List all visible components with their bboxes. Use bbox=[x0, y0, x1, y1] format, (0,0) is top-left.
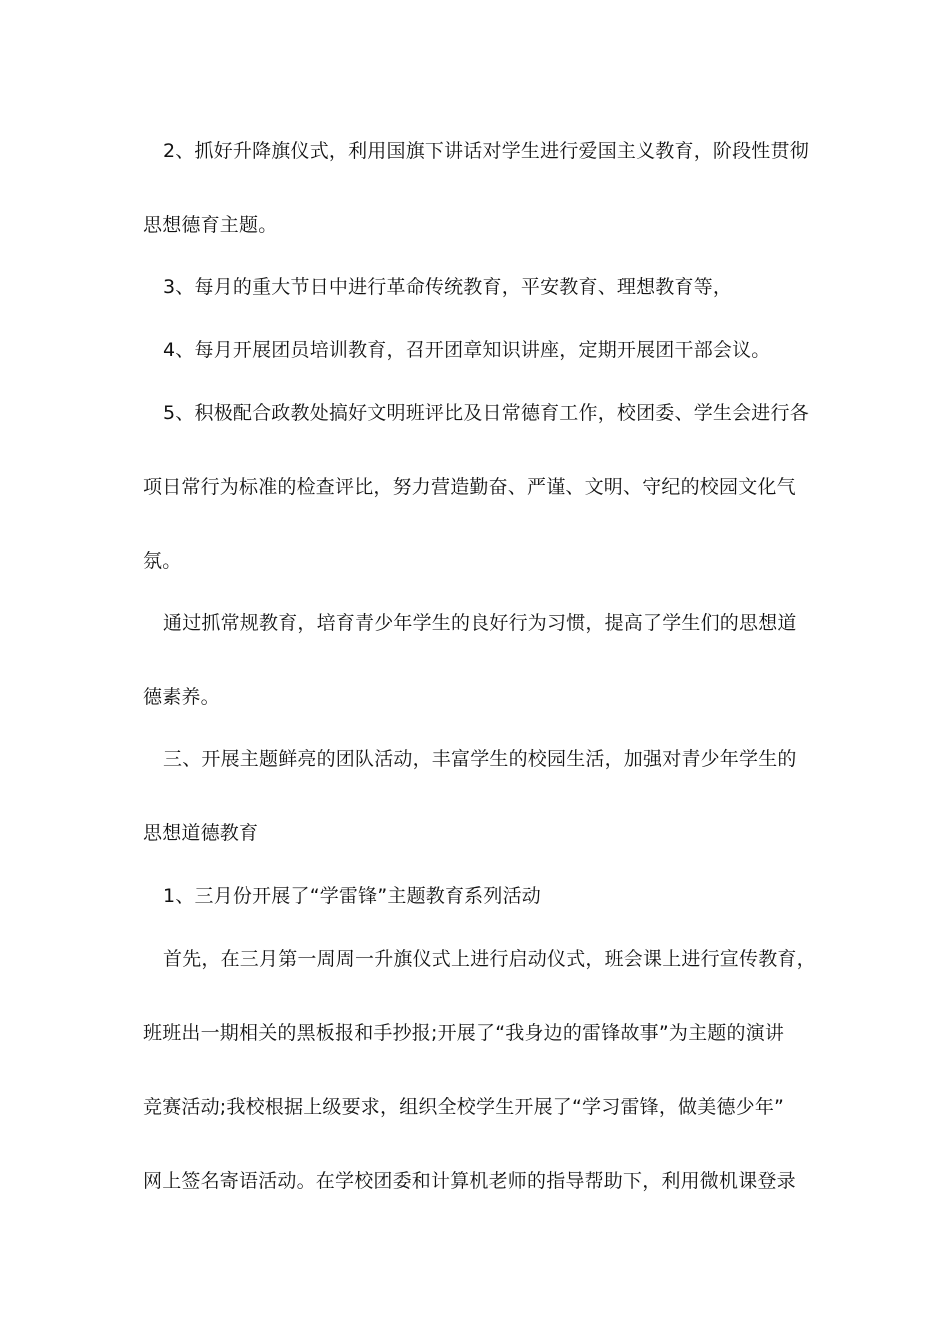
paragraph-line: 竞赛活动;我校根据上级要求，组织全校学生开展了“学习雷锋，做美德少年” bbox=[143, 1096, 785, 1118]
paragraph-line: 4、每月开展团员培训教育，召开团章知识讲座，定期开展团干部会议。 bbox=[163, 339, 771, 361]
section-heading: 三、开展主题鲜亮的团队活动，丰富学生的校园生活，加强对青少年学生的 bbox=[163, 748, 797, 770]
paragraph-line: 3、每月的重大节日中进行革命传统教育，平安教育、理想教育等， bbox=[163, 276, 733, 298]
paragraph-line: 思想德育主题。 bbox=[143, 214, 278, 236]
section-heading: 思想道德教育 bbox=[143, 822, 259, 844]
paragraph-line: 2、抓好升降旗仪式，利用国旗下讲话对学生进行爱国主义教育，阶段性贯彻 bbox=[163, 140, 809, 162]
paragraph-line: 氛。 bbox=[143, 550, 182, 572]
subsection-heading: 1、三月份开展了“学雷锋”主题教育系列活动 bbox=[163, 885, 541, 907]
paragraph-line: 网上签名寄语活动。在学校团委和计算机老师的指导帮助下，利用微机课登录 bbox=[143, 1170, 796, 1192]
paragraph-line: 德素养。 bbox=[143, 686, 220, 708]
paragraph-line: 首先，在三月第一周周一升旗仪式上进行启动仪式，班会课上进行宣传教育， bbox=[163, 948, 816, 970]
paragraph-line: 项日常行为标准的检查评比，努力营造勤奋、严谨、文明、守纪的校园文化气 bbox=[143, 476, 796, 498]
paragraph-line: 通过抓常规教育，培育青少年学生的良好行为习惯，提高了学生们的思想道 bbox=[163, 612, 797, 634]
paragraph-line: 5、积极配合政教处搞好文明班评比及日常德育工作，校团委、学生会进行各 bbox=[163, 402, 809, 424]
paragraph-line: 班班出一期相关的黑板报和手抄报;开展了“我身边的雷锋故事”为主题的演讲 bbox=[143, 1022, 785, 1044]
